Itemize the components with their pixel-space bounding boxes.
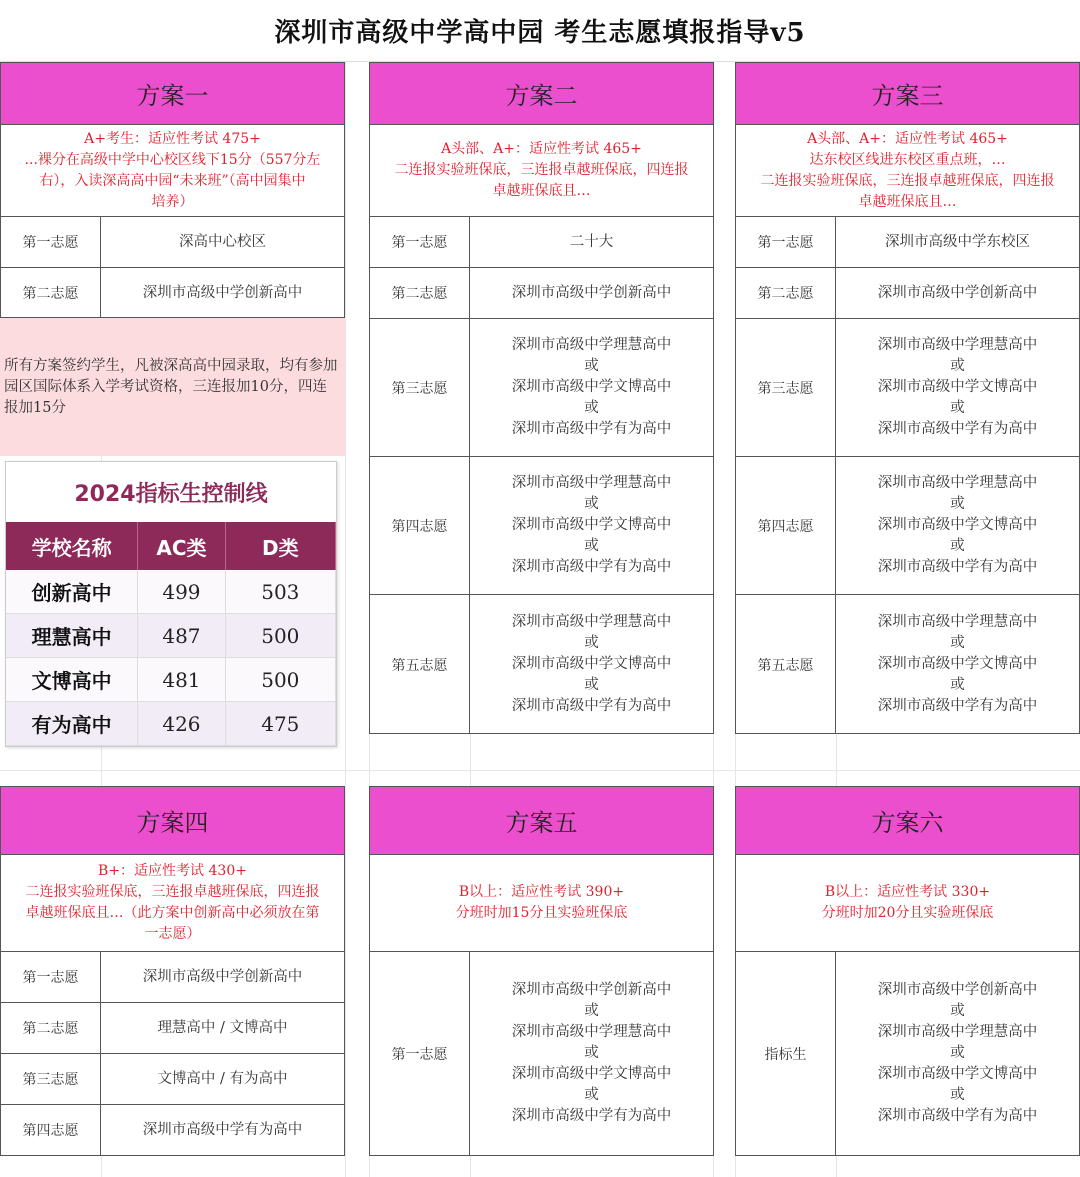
choice-label: 第四志愿 bbox=[1, 1105, 101, 1155]
column-header: D类 bbox=[226, 522, 336, 570]
choice-value-line: 深圳市高级中学理慧高中 bbox=[511, 614, 672, 630]
school-name: 理慧高中 bbox=[6, 614, 138, 658]
plan-1-header: 方案一 bbox=[1, 63, 344, 125]
plan-3-desc-line: 卓越班保底且… bbox=[858, 193, 957, 210]
choice-value-line: 深圳市高级中学有为高中 bbox=[511, 559, 672, 575]
plan-1-desc-line: 培养） bbox=[151, 193, 194, 210]
table-row bbox=[6, 570, 336, 614]
plan-4-header: 方案四 bbox=[1, 787, 344, 855]
choice-value-line: 或 bbox=[950, 358, 965, 374]
plan-6-choice-row bbox=[736, 952, 1079, 1155]
plan-1-desc-line: A+考生：适应性考试 475+ bbox=[84, 130, 261, 147]
table-row bbox=[6, 702, 336, 746]
choice-value-line: 或 bbox=[584, 1003, 599, 1019]
plan-4-choice-row bbox=[1, 952, 344, 1003]
choice-label: 第二志愿 bbox=[370, 268, 470, 318]
choice-value-line: 深圳市高级中学有为高中 bbox=[511, 421, 672, 437]
choice-label: 第五志愿 bbox=[736, 595, 836, 734]
choice-value bbox=[470, 319, 713, 456]
choice-value-line: 或 bbox=[950, 496, 965, 512]
choice-value bbox=[101, 217, 344, 267]
plan-3-choice-row bbox=[736, 268, 1079, 319]
table-row bbox=[6, 658, 336, 702]
choice-value-line: 深圳市高级中学文博高中 bbox=[511, 656, 672, 672]
plan-6-desc-line: B以上：适应性考试 330+ bbox=[824, 884, 991, 900]
choice-value-line: 深圳市高级中学有为高中 bbox=[511, 698, 672, 714]
plan-2-choice-row bbox=[370, 268, 713, 319]
plan-3-choice-row bbox=[736, 595, 1079, 734]
choice-label: 第一志愿 bbox=[736, 217, 836, 267]
plan-3-desc-line: 达东校区线进东校区重点班，… bbox=[809, 151, 1006, 168]
column-header: AC类 bbox=[138, 522, 225, 570]
choice-value bbox=[470, 217, 713, 267]
school-name: 有为高中 bbox=[6, 702, 138, 746]
choice-value-line: 理慧高中 / 文博高中 bbox=[157, 1019, 288, 1036]
plan-5-description bbox=[370, 855, 713, 952]
plan-2-choice-row bbox=[370, 217, 713, 268]
choice-value bbox=[101, 1003, 344, 1053]
plan-2-panel bbox=[369, 62, 714, 734]
choice-value-line: 或 bbox=[584, 496, 599, 512]
plan-4-desc-line: B+：适应性考试 430+ bbox=[98, 863, 247, 879]
choice-label: 第三志愿 bbox=[370, 319, 470, 456]
d-score: 500 bbox=[226, 614, 336, 658]
choice-label: 第三志愿 bbox=[736, 319, 836, 456]
choice-value-line: 深圳市高级中学理慧高中 bbox=[511, 1024, 672, 1040]
choice-value-line: 深圳市高级中学文博高中 bbox=[511, 1066, 672, 1082]
choice-value-line: 深圳市高级中学创新高中 bbox=[511, 982, 672, 998]
choice-label: 指标生 bbox=[736, 952, 836, 1155]
plan-4-desc-line: 卓越班保底且…（此方案中创新高中必须放在第 bbox=[25, 905, 320, 921]
choice-label: 第四志愿 bbox=[370, 457, 470, 594]
plan-3-choice-row bbox=[736, 217, 1079, 268]
plan-4-description bbox=[1, 855, 344, 952]
plan-5-choice-row bbox=[370, 952, 713, 1155]
plan-1-description bbox=[1, 125, 344, 217]
choice-value-line: 深圳市高级中学文博高中 bbox=[877, 379, 1038, 395]
choice-label: 第三志愿 bbox=[1, 1054, 101, 1104]
plan-3-header: 方案三 bbox=[736, 63, 1079, 125]
choice-value-line: 深圳市高级中学创新高中 bbox=[511, 284, 672, 301]
choice-value bbox=[101, 952, 344, 1002]
d-score: 475 bbox=[226, 702, 336, 746]
d-score: 503 bbox=[226, 570, 336, 614]
plan-1-choice-row bbox=[1, 217, 344, 268]
choice-label: 第二志愿 bbox=[1, 1003, 101, 1053]
plan-6-desc-line: 分班时加20分且实验班保底 bbox=[821, 905, 994, 921]
choice-value-line: 二十大 bbox=[569, 233, 614, 250]
plan-1-choice-row bbox=[1, 268, 344, 318]
plan-3-desc-line: A头部、A+：适应性考试 465+ bbox=[807, 130, 1008, 147]
d-score: 500 bbox=[226, 658, 336, 702]
choice-value-line: 或 bbox=[584, 1045, 599, 1061]
choice-value-line: 或 bbox=[584, 635, 599, 651]
choice-value-line: 深圳市高级中学理慧高中 bbox=[511, 475, 672, 491]
choice-value-line: 深圳市高级中学有为高中 bbox=[877, 1108, 1038, 1124]
plan-1-desc-line: ...裸分在高级中学中心校区线下15分（557分左 bbox=[24, 151, 321, 168]
plan-5-panel bbox=[369, 786, 714, 1156]
choice-value-line: 深圳市高级中学文博高中 bbox=[877, 517, 1038, 533]
choice-value-line: 或 bbox=[584, 400, 599, 416]
choice-value-line: 或 bbox=[950, 1087, 965, 1103]
school-name: 文博高中 bbox=[6, 658, 138, 702]
choice-value-line: 或 bbox=[950, 400, 965, 416]
plan-6-description bbox=[736, 855, 1079, 952]
choice-label: 第二志愿 bbox=[736, 268, 836, 318]
plan-4-desc-line: 一志愿） bbox=[144, 926, 201, 942]
choice-value-line: 深圳市高级中学创新高中 bbox=[877, 982, 1038, 998]
choice-value-line: 深圳市高级中学理慧高中 bbox=[877, 337, 1038, 353]
choice-value bbox=[470, 457, 713, 594]
choice-value-line: 深圳市高级中学有为高中 bbox=[877, 421, 1038, 437]
choice-value-line: 或 bbox=[950, 1003, 965, 1019]
choice-value-line: 文博高中 / 有为高中 bbox=[157, 1070, 288, 1087]
choice-value bbox=[836, 268, 1079, 318]
choice-value-line: 或 bbox=[584, 1087, 599, 1103]
choice-value bbox=[836, 952, 1079, 1155]
plan-2-choice-row bbox=[370, 457, 713, 595]
plan-6-header: 方案六 bbox=[736, 787, 1079, 855]
choice-value-line: 深圳市高级中学文博高中 bbox=[511, 517, 672, 533]
choice-value-line: 深圳市高级中学创新高中 bbox=[142, 284, 303, 301]
plan-5-desc-line: 分班时加15分且实验班保底 bbox=[455, 905, 628, 921]
choice-value-line: 深圳市高级中学东校区 bbox=[885, 233, 1030, 250]
table-row bbox=[6, 614, 336, 658]
plan-5-desc-line: B以上：适应性考试 390+ bbox=[458, 884, 625, 900]
plan-2-desc-line: 卓越班保底且… bbox=[492, 183, 591, 199]
choice-label: 第一志愿 bbox=[370, 217, 470, 267]
plan-4-panel bbox=[0, 786, 345, 1156]
choice-value-line: 深圳市高级中学理慧高中 bbox=[877, 1024, 1038, 1040]
ac-score: 426 bbox=[138, 702, 225, 746]
enrollment-note: 所有方案签约学生，凡被深高高中园录取，均有参加园区国际体系入学考试资格，三连报加10分，四连报加15分 bbox=[0, 318, 345, 456]
choice-label: 第一志愿 bbox=[370, 952, 470, 1155]
choice-value bbox=[470, 268, 713, 318]
column-header: 学校名称 bbox=[6, 522, 138, 570]
plan-3-panel bbox=[735, 62, 1080, 734]
plan-3-choice-row bbox=[736, 457, 1079, 595]
plan-3-choice-row bbox=[736, 319, 1079, 457]
choice-value-line: 深圳市高级中学创新高中 bbox=[877, 284, 1038, 301]
plan-1-desc-line: 右），入读深高高中园“未来班”（高中园集中 bbox=[39, 172, 306, 189]
choice-value-line: 深圳市高级中学有为高中 bbox=[511, 1108, 672, 1124]
choice-value-line: 深高中心校区 bbox=[179, 233, 266, 250]
plan-4-choice-row bbox=[1, 1054, 344, 1105]
choice-value-line: 深圳市高级中学文博高中 bbox=[877, 1066, 1038, 1082]
page-title: 深圳市高级中学高中园 考生志愿填报指导v5 bbox=[0, 0, 1080, 62]
choice-value-line: 深圳市高级中学有为高中 bbox=[877, 698, 1038, 714]
choice-value-line: 或 bbox=[584, 358, 599, 374]
choice-value-line: 或 bbox=[950, 1045, 965, 1061]
plan-2-choice-row bbox=[370, 319, 713, 457]
control-line-header-row bbox=[6, 522, 336, 570]
choice-value bbox=[470, 952, 713, 1155]
choice-value bbox=[836, 457, 1079, 594]
choice-value bbox=[836, 595, 1079, 734]
choice-label: 第五志愿 bbox=[370, 595, 470, 734]
control-line-table bbox=[5, 461, 337, 747]
plan-2-desc-line: A头部、A+：适应性考试 465+ bbox=[441, 141, 642, 157]
choice-value-line: 深圳市高级中学文博高中 bbox=[877, 656, 1038, 672]
plan-5-header: 方案五 bbox=[370, 787, 713, 855]
plan-2-description bbox=[370, 125, 713, 217]
choice-label: 第一志愿 bbox=[1, 952, 101, 1002]
plan-2-header: 方案二 bbox=[370, 63, 713, 125]
choice-value-line: 或 bbox=[584, 677, 599, 693]
choice-value bbox=[101, 268, 344, 318]
ac-score: 499 bbox=[138, 570, 225, 614]
plan-2-choice-row bbox=[370, 595, 713, 734]
choice-value-line: 深圳市高级中学理慧高中 bbox=[511, 337, 672, 353]
plan-4-choice-row bbox=[1, 1105, 344, 1155]
plan-4-desc-line: 二连报实验班保底，三连报卓越班保底，四连报 bbox=[25, 884, 320, 900]
choice-label: 第四志愿 bbox=[736, 457, 836, 594]
plan-1-panel bbox=[0, 62, 345, 318]
choice-value-line: 深圳市高级中学理慧高中 bbox=[877, 614, 1038, 630]
control-line-title: 2024指标生控制线 bbox=[74, 481, 268, 507]
choice-value-line: 深圳市高级中学理慧高中 bbox=[877, 475, 1038, 491]
choice-value bbox=[836, 217, 1079, 267]
choice-value-line: 深圳市高级中学创新高中 bbox=[142, 968, 303, 985]
choice-value bbox=[101, 1054, 344, 1104]
school-name: 创新高中 bbox=[6, 570, 138, 614]
choice-value-line: 或 bbox=[950, 635, 965, 651]
choice-value-line: 深圳市高级中学文博高中 bbox=[511, 379, 672, 395]
choice-value-line: 深圳市高级中学有为高中 bbox=[877, 559, 1038, 575]
choice-value bbox=[836, 319, 1079, 456]
plan-4-choice-row bbox=[1, 1003, 344, 1054]
choice-value bbox=[470, 595, 713, 734]
choice-value-line: 或 bbox=[584, 538, 599, 554]
choice-value-line: 深圳市高级中学有为高中 bbox=[142, 1121, 303, 1138]
choice-label: 第一志愿 bbox=[1, 217, 101, 267]
ac-score: 481 bbox=[138, 658, 225, 702]
choice-value-line: 或 bbox=[950, 677, 965, 693]
plan-6-panel bbox=[735, 786, 1080, 1156]
choice-label: 第二志愿 bbox=[1, 268, 101, 318]
choice-value bbox=[101, 1105, 344, 1155]
plan-3-desc-line: 二连报实验班保底，三连报卓越班保底，四连报 bbox=[760, 172, 1055, 189]
plan-2-desc-line: 二连报实验班保底，三连报卓越班保底，四连报 bbox=[394, 162, 689, 178]
plan-3-description bbox=[736, 125, 1079, 217]
choice-value-line: 或 bbox=[950, 538, 965, 554]
ac-score: 487 bbox=[138, 614, 225, 658]
